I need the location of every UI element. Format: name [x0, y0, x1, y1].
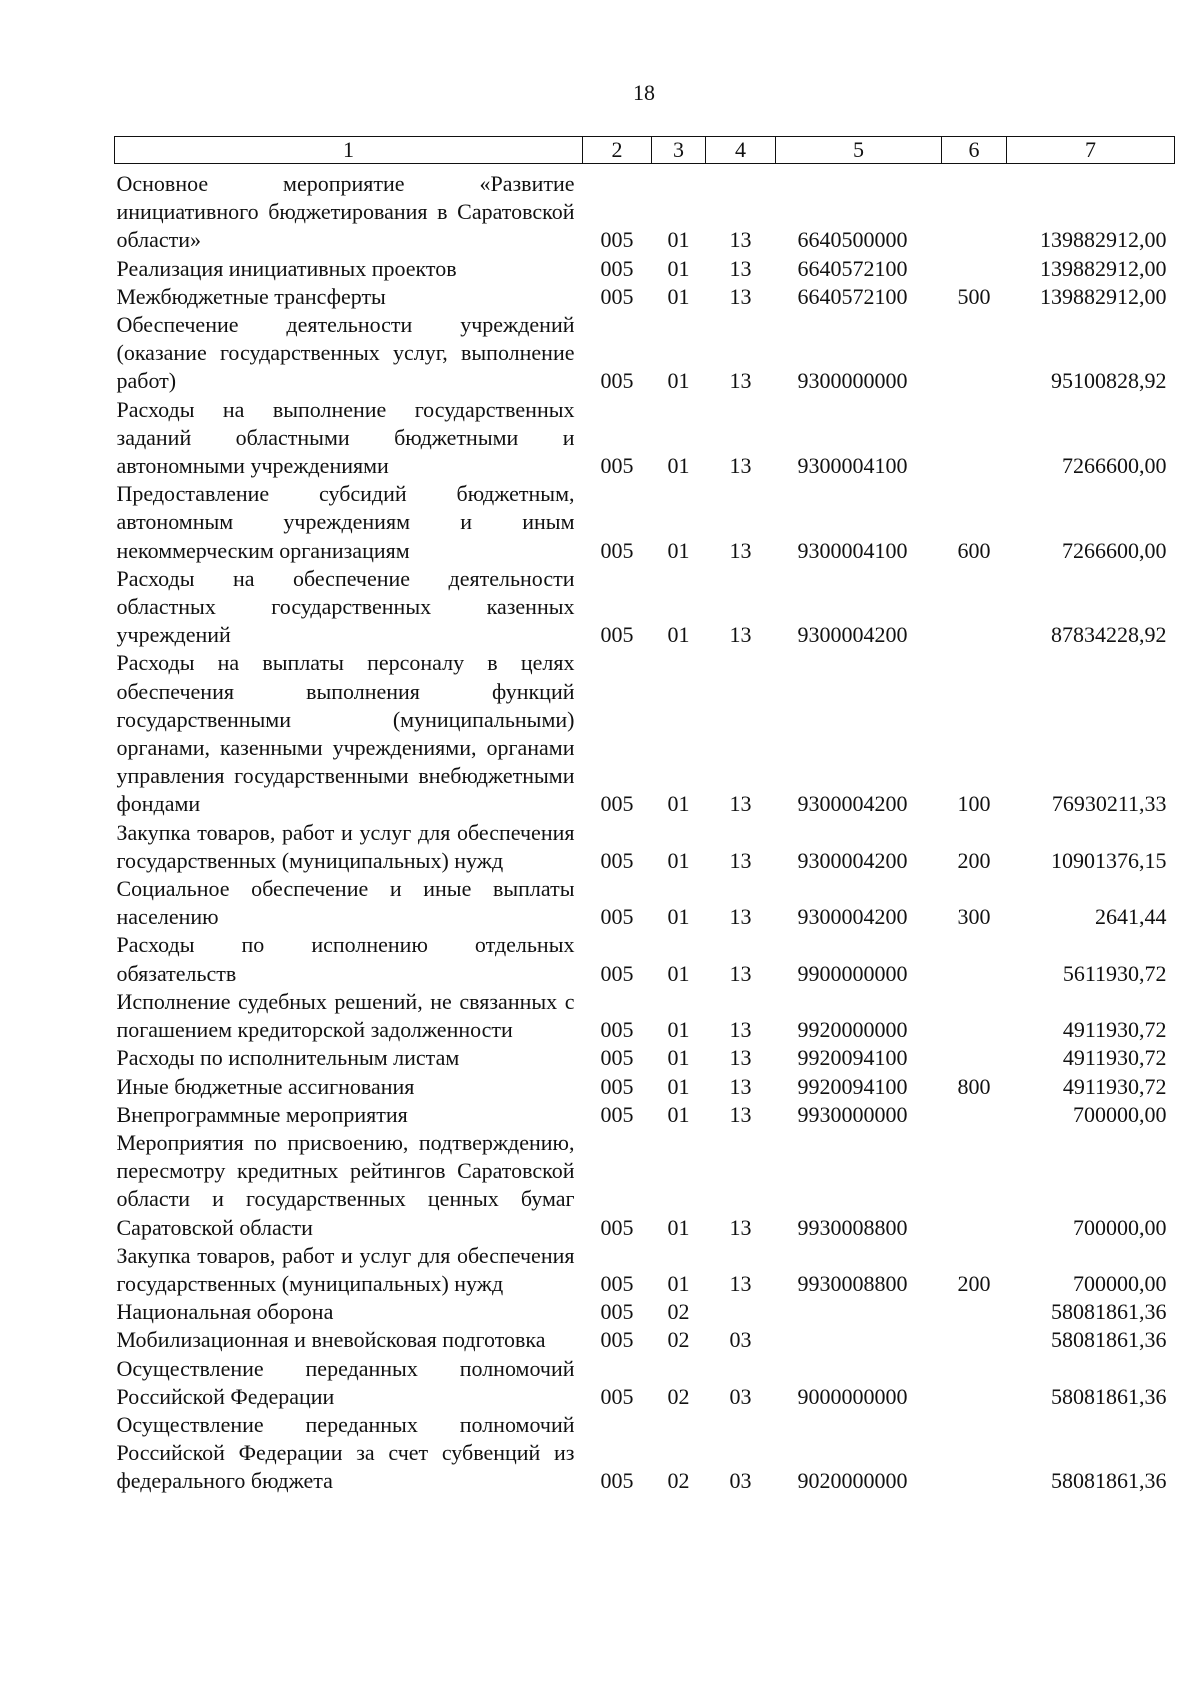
expense-type-code: 200 [957, 1270, 991, 1296]
row-name: Национальная оборона [116, 1299, 334, 1325]
target-article-code: 9300004100 [797, 537, 908, 563]
subsection-code [706, 1298, 776, 1326]
amount: 4911930,72 [1062, 1045, 1167, 1071]
section-code: 01 [667, 791, 690, 817]
subsection-code: 13 [729, 960, 752, 986]
amount: 76930211,33 [1051, 791, 1167, 817]
subsection-code: 03 [729, 1383, 752, 1409]
row-name: Мобилизационная и вневойсковая подготовка [116, 1327, 546, 1353]
section-code: 02 [667, 1383, 690, 1409]
amount: 7266600,00 [1062, 453, 1167, 479]
expense-type-code [942, 931, 1007, 987]
subsection-code: 13 [729, 1270, 752, 1296]
expense-type-code: 800 [957, 1073, 991, 1099]
expense-type-code [942, 164, 1007, 255]
row-name: Предоставление субсидий бюджетным, автономным учреждениям и иным некоммерческим организациям [116, 481, 575, 563]
ministry-code: 005 [600, 1214, 634, 1240]
section-code: 02 [667, 1327, 690, 1353]
table-row [115, 1044, 1175, 1072]
target-article-code: 9020000000 [797, 1468, 908, 1494]
table-row [115, 988, 1175, 1044]
target-article-code: 9000000000 [797, 1383, 908, 1409]
expense-type-code [942, 1129, 1007, 1242]
row-name: Иные бюджетные ассигнования [116, 1073, 415, 1099]
section-code: 01 [667, 622, 690, 648]
column-header-3: 3 [652, 137, 706, 164]
section-code: 01 [667, 960, 690, 986]
expense-type-code [942, 1044, 1007, 1072]
section-code: 01 [667, 1101, 690, 1127]
table-header-row [115, 137, 1175, 164]
table-row [115, 649, 1175, 818]
expense-type-code [942, 1355, 1007, 1411]
budget-table [114, 136, 1175, 1496]
row-name: Закупка товаров, работ и услуг для обеспечения государственных (муниципальных) нужд [116, 1242, 575, 1296]
section-code: 01 [667, 453, 690, 479]
table-row [115, 1326, 1175, 1354]
expense-type-code: 600 [957, 537, 991, 563]
target-article-code: 9930008800 [797, 1270, 908, 1296]
amount: 58081861,36 [1051, 1468, 1167, 1494]
row-name: Расходы по исполнению отдельных обязательств [116, 932, 575, 986]
ministry-code: 005 [600, 622, 634, 648]
column-header-4: 4 [706, 137, 776, 164]
table-row [115, 480, 1175, 565]
expense-type-code [942, 1101, 1007, 1129]
subsection-code: 03 [729, 1327, 752, 1353]
table-row [115, 255, 1175, 283]
amount: 4911930,72 [1062, 1073, 1167, 1099]
ministry-code: 005 [600, 960, 634, 986]
table-row [115, 1298, 1175, 1326]
ministry-code: 005 [600, 1017, 634, 1043]
table-body [115, 164, 1175, 1496]
subsection-code: 13 [729, 227, 752, 253]
section-code: 01 [667, 537, 690, 563]
amount: 2641,44 [1095, 904, 1167, 930]
ministry-code: 005 [600, 847, 634, 873]
ministry-code: 005 [600, 1073, 634, 1099]
row-name: Мероприятия по присвоению, подтверждению, пересмотру кредитных рейтингов Саратовской области и государственных ценных бумаг Саратовской области [116, 1129, 575, 1240]
amount: 7266600,00 [1062, 537, 1167, 563]
expense-type-code [942, 1326, 1007, 1354]
ministry-code: 005 [600, 1045, 634, 1071]
row-name: Межбюджетные трансферты [116, 283, 386, 309]
ministry-code: 005 [600, 283, 634, 309]
amount: 139882912,00 [1040, 283, 1167, 309]
expense-type-code [942, 565, 1007, 650]
section-code: 01 [667, 1214, 690, 1240]
target-article-code: 9300004200 [797, 847, 908, 873]
row-name: Реализация инициативных проектов [116, 255, 457, 281]
ministry-code: 005 [600, 1101, 634, 1127]
column-header-5: 5 [776, 137, 942, 164]
row-name: Расходы на выплаты персоналу в целях обеспечения выполнения функций государственными (муниципальными) органами, казенными учреждениями, органами управления государственными внебюджетными фондами [116, 650, 575, 817]
table-row [115, 1073, 1175, 1101]
section-code: 01 [667, 1073, 690, 1099]
target-article-code: 9920094100 [797, 1073, 908, 1099]
target-article-code [776, 1298, 942, 1326]
expense-type-code [942, 1298, 1007, 1326]
column-header-7: 7 [1007, 137, 1175, 164]
row-name: Внепрограммные мероприятия [116, 1101, 408, 1127]
target-article-code: 9920094100 [797, 1045, 908, 1071]
subsection-code: 13 [729, 255, 752, 281]
ministry-code: 005 [600, 453, 634, 479]
column-header-2: 2 [583, 137, 652, 164]
row-name: Расходы по исполнительным листам [116, 1045, 460, 1071]
expense-type-code: 100 [957, 791, 991, 817]
amount: 58081861,36 [1051, 1299, 1167, 1325]
expense-type-code [942, 396, 1007, 481]
row-name: Обеспечение деятельности учреждений (оказание государственных услуг, выполнение работ) [116, 312, 575, 394]
subsection-code: 13 [729, 283, 752, 309]
row-name: Закупка товаров, работ и услуг для обеспечения государственных (муниципальных) нужд [116, 819, 575, 873]
target-article-code: 9930000000 [797, 1101, 908, 1127]
row-name: Основное мероприятие «Развитие инициативного бюджетирования в Саратовской области» [116, 171, 575, 253]
table-row [115, 1411, 1175, 1496]
amount: 10901376,15 [1051, 847, 1167, 873]
expense-type-code [942, 988, 1007, 1044]
target-article-code: 6640500000 [797, 227, 908, 253]
table-row [115, 396, 1175, 481]
column-header-1: 1 [115, 137, 583, 164]
amount: 700000,00 [1073, 1214, 1167, 1240]
amount: 58081861,36 [1051, 1383, 1167, 1409]
row-name: Социальное обеспечение и иные выплаты населению [116, 876, 575, 930]
section-code: 02 [667, 1468, 690, 1494]
ministry-code: 005 [600, 904, 634, 930]
row-name: Исполнение судебных решений, не связанных с погашением кредиторской задолженности [116, 988, 575, 1043]
subsection-code: 13 [729, 1073, 752, 1099]
section-code: 01 [667, 255, 690, 281]
table-row [115, 1101, 1175, 1129]
target-article-code: 9900000000 [797, 960, 908, 986]
table-row [115, 164, 1175, 255]
amount: 139882912,00 [1040, 227, 1167, 253]
row-name: Осуществление переданных полномочий Российской Федерации [116, 1355, 575, 1409]
subsection-code: 13 [729, 453, 752, 479]
target-article-code: 6640572100 [797, 283, 908, 309]
target-article-code: 9300004200 [797, 622, 908, 648]
target-article-code [776, 1326, 942, 1354]
subsection-code: 03 [729, 1468, 752, 1494]
column-header-6: 6 [942, 137, 1007, 164]
ministry-code: 005 [600, 368, 634, 394]
subsection-code: 13 [729, 1017, 752, 1043]
ministry-code: 005 [600, 1383, 634, 1409]
target-article-code: 9930008800 [797, 1214, 908, 1240]
section-code: 01 [667, 283, 690, 309]
amount: 4911930,72 [1062, 1017, 1167, 1043]
table-row [115, 931, 1175, 987]
ministry-code: 005 [600, 227, 634, 253]
subsection-code: 13 [729, 1045, 752, 1071]
section-code: 02 [667, 1299, 690, 1325]
subsection-code: 13 [729, 1101, 752, 1127]
ministry-code: 005 [600, 1299, 634, 1325]
expense-type-code: 300 [957, 904, 991, 930]
ministry-code: 005 [600, 1468, 634, 1494]
ministry-code: 005 [600, 791, 634, 817]
expense-type-code [942, 311, 1007, 396]
ministry-code: 005 [600, 537, 634, 563]
amount: 95100828,92 [1051, 368, 1167, 394]
amount: 5611930,72 [1062, 960, 1167, 986]
section-code: 01 [667, 368, 690, 394]
section-code: 01 [667, 1045, 690, 1071]
table-row [115, 819, 1175, 875]
row-name: Осуществление переданных полномочий Российской Федерации за счет субвенций из федерального бюджета [116, 1411, 575, 1494]
target-article-code: 6640572100 [797, 255, 908, 281]
table-row [115, 1242, 1175, 1298]
subsection-code: 13 [729, 791, 752, 817]
subsection-code: 13 [729, 847, 752, 873]
ministry-code: 005 [600, 1270, 634, 1296]
section-code: 01 [667, 847, 690, 873]
table-row [115, 875, 1175, 931]
subsection-code: 13 [729, 1214, 752, 1240]
subsection-code: 13 [729, 537, 752, 563]
subsection-code: 13 [729, 622, 752, 648]
target-article-code: 9300000000 [797, 368, 908, 394]
expense-type-code [942, 255, 1007, 283]
table-row [115, 283, 1175, 311]
amount: 87834228,92 [1051, 622, 1167, 648]
row-name: Расходы на выполнение государственных заданий областными бюджетными и автономными учреждениями [116, 396, 575, 479]
subsection-code: 13 [729, 368, 752, 394]
amount: 139882912,00 [1040, 255, 1167, 281]
amount: 700000,00 [1073, 1270, 1167, 1296]
subsection-code: 13 [729, 904, 752, 930]
table-row [115, 311, 1175, 396]
target-article-code: 9300004200 [797, 791, 908, 817]
section-code: 01 [667, 904, 690, 930]
section-code: 01 [667, 1270, 690, 1296]
table-row [115, 1355, 1175, 1411]
table-row [115, 565, 1175, 650]
target-article-code: 9300004100 [797, 453, 908, 479]
amount: 700000,00 [1073, 1101, 1167, 1127]
page-number: 18 [633, 80, 655, 105]
expense-type-code: 500 [957, 283, 991, 309]
expense-type-code: 200 [957, 847, 991, 873]
expense-type-code [942, 1411, 1007, 1496]
target-article-code: 9920000000 [797, 1017, 908, 1043]
section-code: 01 [667, 227, 690, 253]
ministry-code: 005 [600, 255, 634, 281]
table-row [115, 1129, 1175, 1242]
section-code: 01 [667, 1017, 690, 1043]
amount: 58081861,36 [1051, 1327, 1167, 1353]
row-name: Расходы на обеспечение деятельности областных государственных казенных учреждений [116, 565, 575, 648]
target-article-code: 9300004200 [797, 904, 908, 930]
ministry-code: 005 [600, 1327, 634, 1353]
